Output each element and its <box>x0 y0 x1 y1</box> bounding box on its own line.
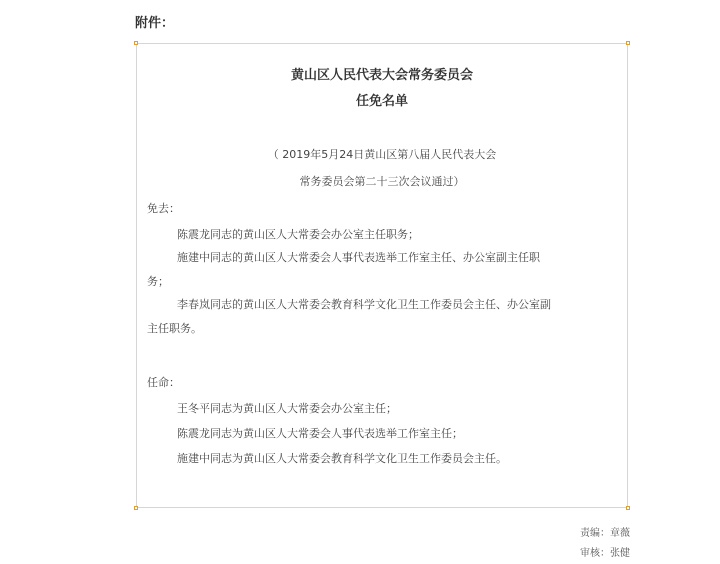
appointment-heading: 任命： <box>147 376 180 389</box>
frame-corner-marker <box>134 506 138 510</box>
meeting-line-2: 常务委员会第二十三次会议通过） <box>299 175 465 188</box>
removal-item-1: 陈震龙同志的黄山区人大常委会办公室主任职务； <box>177 228 419 241</box>
meeting-line-1: （ 2019年5月24日黄山区第八届人民代表大会 <box>267 148 497 161</box>
attachment-label: 附件： <box>135 16 175 31</box>
frame-corner-marker <box>626 506 630 510</box>
reviewer-credit: 审核：张健 <box>580 548 630 559</box>
removal-item-2: 施建中同志的黄山区人大常委会人事代表选举工作室主任、办公室副主任职 <box>177 251 540 264</box>
editor-credit: 责编：章薇 <box>580 528 630 539</box>
notice-title: 黄山区人民代表大会常务委员会 <box>290 68 473 83</box>
removal-heading: 免去： <box>147 202 180 215</box>
removal-item-3-cont: 主任职务。 <box>147 322 202 335</box>
notice-frame <box>136 43 628 508</box>
appointment-item-3: 施建中同志为黄山区人大常委会教育科学文化卫生工作委员会主任。 <box>177 452 507 465</box>
removal-item-3: 李春岚同志的黄山区人大常委会教育科学文化卫生工作委员会主任、办公室副 <box>177 298 551 311</box>
appointment-item-1: 王冬平同志为黄山区人大常委会办公室主任； <box>177 402 397 415</box>
removal-item-2-cont: 务； <box>147 275 169 288</box>
notice-subtitle: 任免名单 <box>355 94 408 109</box>
frame-corner-marker <box>626 41 630 45</box>
frame-corner-marker <box>134 41 138 45</box>
appointment-item-2: 陈震龙同志为黄山区人大常委会人事代表选举工作室主任； <box>177 427 463 440</box>
